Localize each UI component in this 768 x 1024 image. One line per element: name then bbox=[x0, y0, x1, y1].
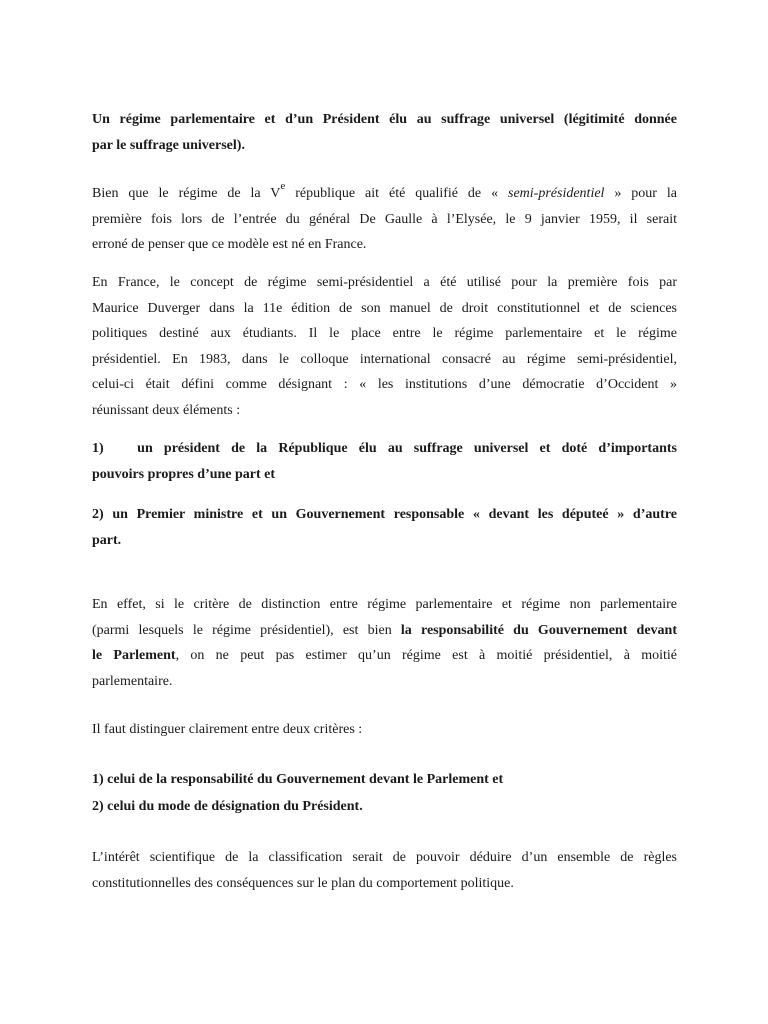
paragraph-3-line-4: parlementaire. bbox=[92, 673, 173, 689]
paragraph-4-line-1: Il faut distinguer clairement entre deux critères : bbox=[92, 722, 363, 737]
paragraph-1 bbox=[92, 181, 677, 258]
paragraph-3-text-a: (parmi lesquels le régime présidentiel), est bien bbox=[92, 622, 401, 638]
paragraph-2-line-4: présidentiel. En 1983, dans le colloque international consacré au régime semi-présidentiel, bbox=[92, 351, 677, 367]
criterion-1: 1) celui de la responsabilité du Gouvernement devant le Parlement et bbox=[92, 772, 504, 787]
paragraph-2-line-1: En France, le concept de régime semi-présidentiel a été utilisé pour la première fois par bbox=[92, 275, 677, 290]
paragraph-3-line-1: En effet, si le critère de distinction entre régime parlementaire et régime non parlementaire bbox=[92, 597, 677, 612]
heading-line-1: Un régime parlementaire et d’un Président élu au suffrage universel (légitimité donnée bbox=[92, 112, 677, 127]
paragraph-3-line-3 bbox=[92, 643, 677, 669]
criterion-2: 2) celui du mode de désignation du Président. bbox=[92, 799, 363, 814]
paragraph-5 bbox=[92, 845, 677, 896]
paragraph-1-line-3: erroné de penser que ce modèle est né en France. bbox=[92, 237, 367, 252]
paragraph-3 bbox=[92, 592, 677, 694]
point-1 bbox=[92, 436, 677, 487]
paragraph-2 bbox=[92, 270, 677, 423]
point-1-line-2: pouvoirs propres d’une part et bbox=[92, 466, 276, 482]
paragraph-1-text-a: Bien que le régime de la V bbox=[92, 186, 281, 201]
point-2-line-2: part. bbox=[92, 532, 122, 548]
paragraph-5-line-2: constitutionnelles des conséquences sur le plan du comportement politique. bbox=[92, 875, 514, 891]
paragraph-2-line-3: politiques destiné aux étudiants. Il le place entre le régime parlementaire et le régime bbox=[92, 326, 677, 341]
parlement-emphasis: le Parlement bbox=[92, 648, 176, 663]
paragraph-1-text-c: » pour la bbox=[604, 186, 678, 201]
paragraph-1-line-2: première fois lors de l’entrée du général De Gaulle à l’Elysée, le 9 janvier 1959, il serait bbox=[92, 211, 677, 227]
point-1-line-1: 1) un président de la République élu au suffrage universel et doté d’importants bbox=[92, 441, 677, 456]
ordinal-superscript: e bbox=[280, 180, 286, 193]
point-2-line-1: 2) un Premier ministre et un Gouvernement responsable « devant les députeé » d’autre bbox=[92, 507, 677, 522]
responsabilite-emphasis: la responsabilité du Gouvernement devant bbox=[400, 622, 678, 638]
paragraph-3-line-2 bbox=[92, 618, 677, 644]
paragraph-1-line-1 bbox=[92, 181, 677, 207]
paragraph-2-line-6: réunissant deux éléments : bbox=[92, 402, 241, 418]
semi-presidentiel-term: semi-présidentiel bbox=[508, 186, 605, 201]
paragraph-2-line-5: celui-ci était défini comme désignant : « les institutions d’une démocratie d’Occident » bbox=[92, 377, 677, 392]
point-2 bbox=[92, 502, 677, 553]
paragraph-3-text-b: , on ne peut pas estimer qu’un régime est à moitié présidentiel, à moitié bbox=[175, 648, 677, 663]
paragraph-5-line-1: L’intérêt scientifique de la classification serait de pouvoir déduire d’un ensemble de règles bbox=[92, 850, 677, 865]
paragraph-1-text-b: république ait été qualifié de « bbox=[285, 186, 509, 201]
paragraph-2-line-2: Maurice Duverger dans la 11e édition de son manuel de droit constitutionnel et de sciences bbox=[92, 300, 677, 316]
paragraph-4 bbox=[92, 717, 677, 743]
heading-line-2: par le suffrage universel). bbox=[92, 137, 245, 153]
section-heading bbox=[92, 107, 677, 158]
document-page bbox=[92, 0, 677, 1024]
